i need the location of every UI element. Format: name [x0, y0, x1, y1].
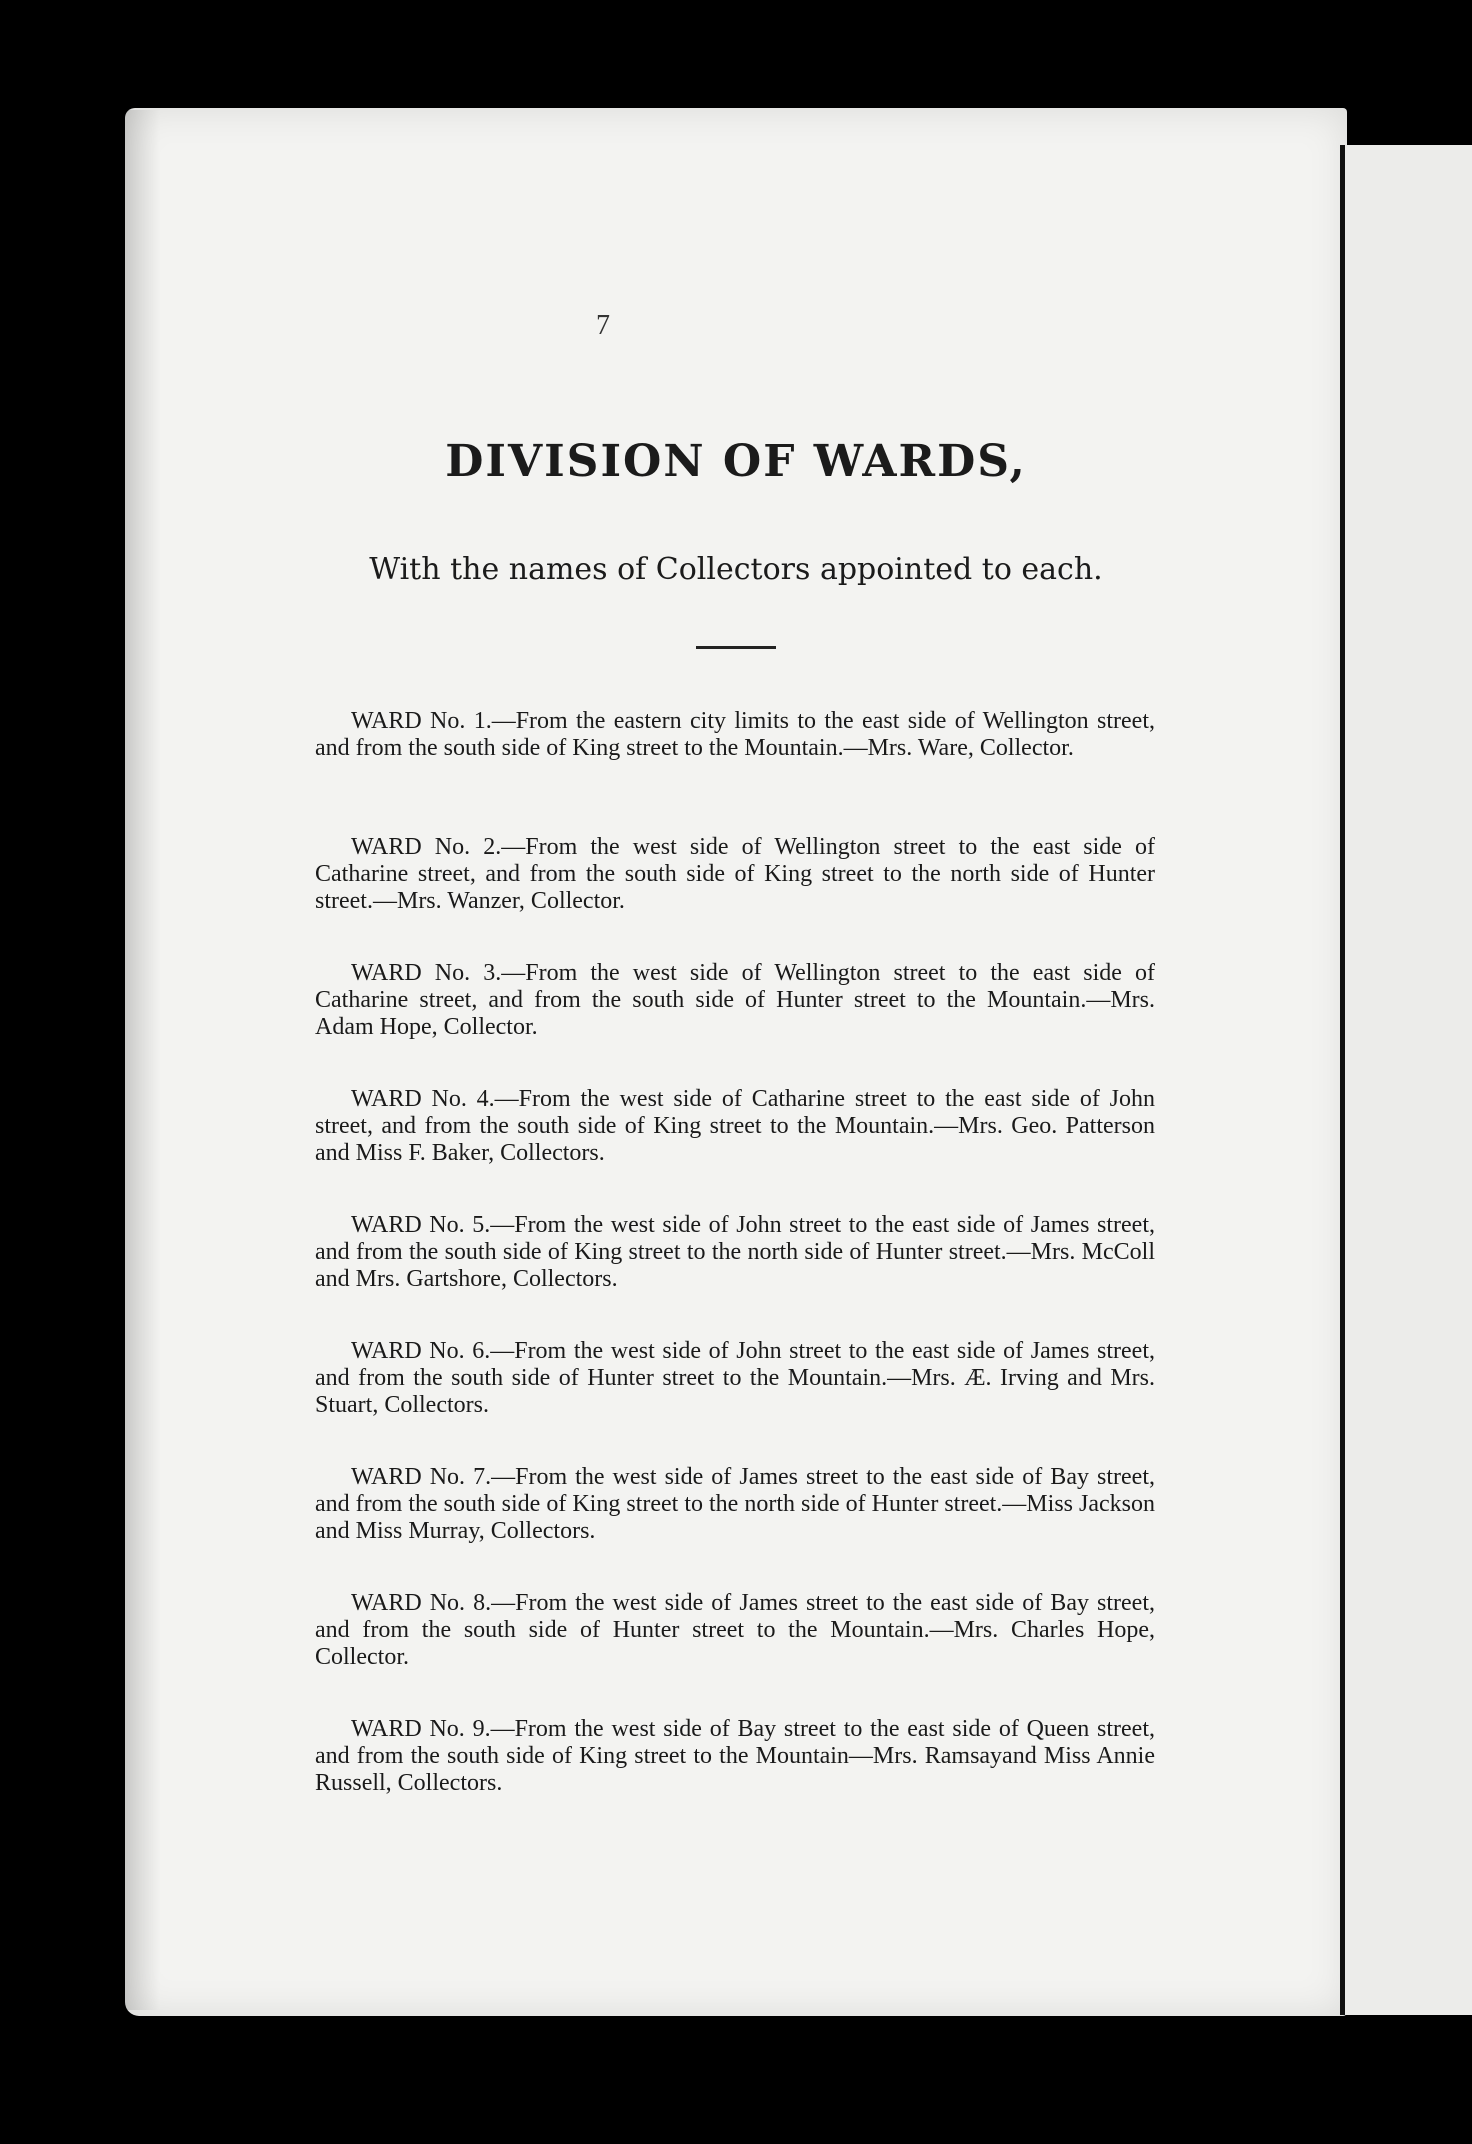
torn-page-edge	[120, 110, 160, 2010]
ward-paragraph-2: WARD No. 2.—From the west side of Wellington street to the east side of Catharine street, and from the south side of King street to the north side of Hunter street.—Mrs. Wanzer, Collector.	[315, 834, 1155, 914]
ward-paragraph-7: WARD No. 7.—From the west side of James street to the east side of Bay street, and from the south side of King street to the north side of Hunter street.—Miss Jackson and Miss Murray, Collectors.	[315, 1464, 1155, 1544]
page-subtitle: With the names of Collectors appointed to each.	[369, 552, 1103, 587]
ward-paragraph-1: WARD No. 1.—From the eastern city limits to the east side of Wellington street, and from the south side of King street to the Mountain.—Mrs. Ware, Collector.	[315, 708, 1155, 761]
ward-paragraph-9: WARD No. 9.—From the west side of Bay street to the east side of Queen street, and from the south side of King street to the Mountain—Mrs. Ramsayand Miss Annie Russell, Collectors.	[315, 1716, 1155, 1796]
ward-paragraph-8: WARD No. 8.—From the west side of James street to the east side of Bay street, and from the south side of Hunter street to the Mountain.—Mrs. Charles Hope, Collector.	[315, 1590, 1155, 1670]
ward-paragraph-4: WARD No. 4.—From the west side of Catharine street to the east side of John street, and from the south side of King street to the Mountain.—Mrs. Geo. Patterson and Miss F. Baker, Collectors.	[315, 1086, 1155, 1166]
adjacent-page-strip	[1345, 145, 1472, 2015]
ward-paragraph-3: WARD No. 3.—From the west side of Wellington street to the east side of Catharine street, and from the south side of Hunter street to the Mountain.—Mrs. Adam Hope, Collector.	[315, 960, 1155, 1040]
ward-paragraph-6: WARD No. 6.—From the west side of John street to the east side of James street, and from the south side of Hunter street to the Mountain.—Mrs. Æ. Irving and Mrs. Stuart, Collectors.	[315, 1338, 1155, 1418]
title-divider	[696, 646, 776, 649]
page-title: DIVISION OF WARDS,	[445, 436, 1027, 487]
page-fold-line	[1340, 145, 1345, 2015]
page-mark: 7	[596, 310, 610, 341]
ward-paragraph-5: WARD No. 5.—From the west side of John street to the east side of James street, and from the south side of King street to the north side of Hunter street.—Mrs. McColl and Mrs. Gartshore, Collectors.	[315, 1212, 1155, 1292]
